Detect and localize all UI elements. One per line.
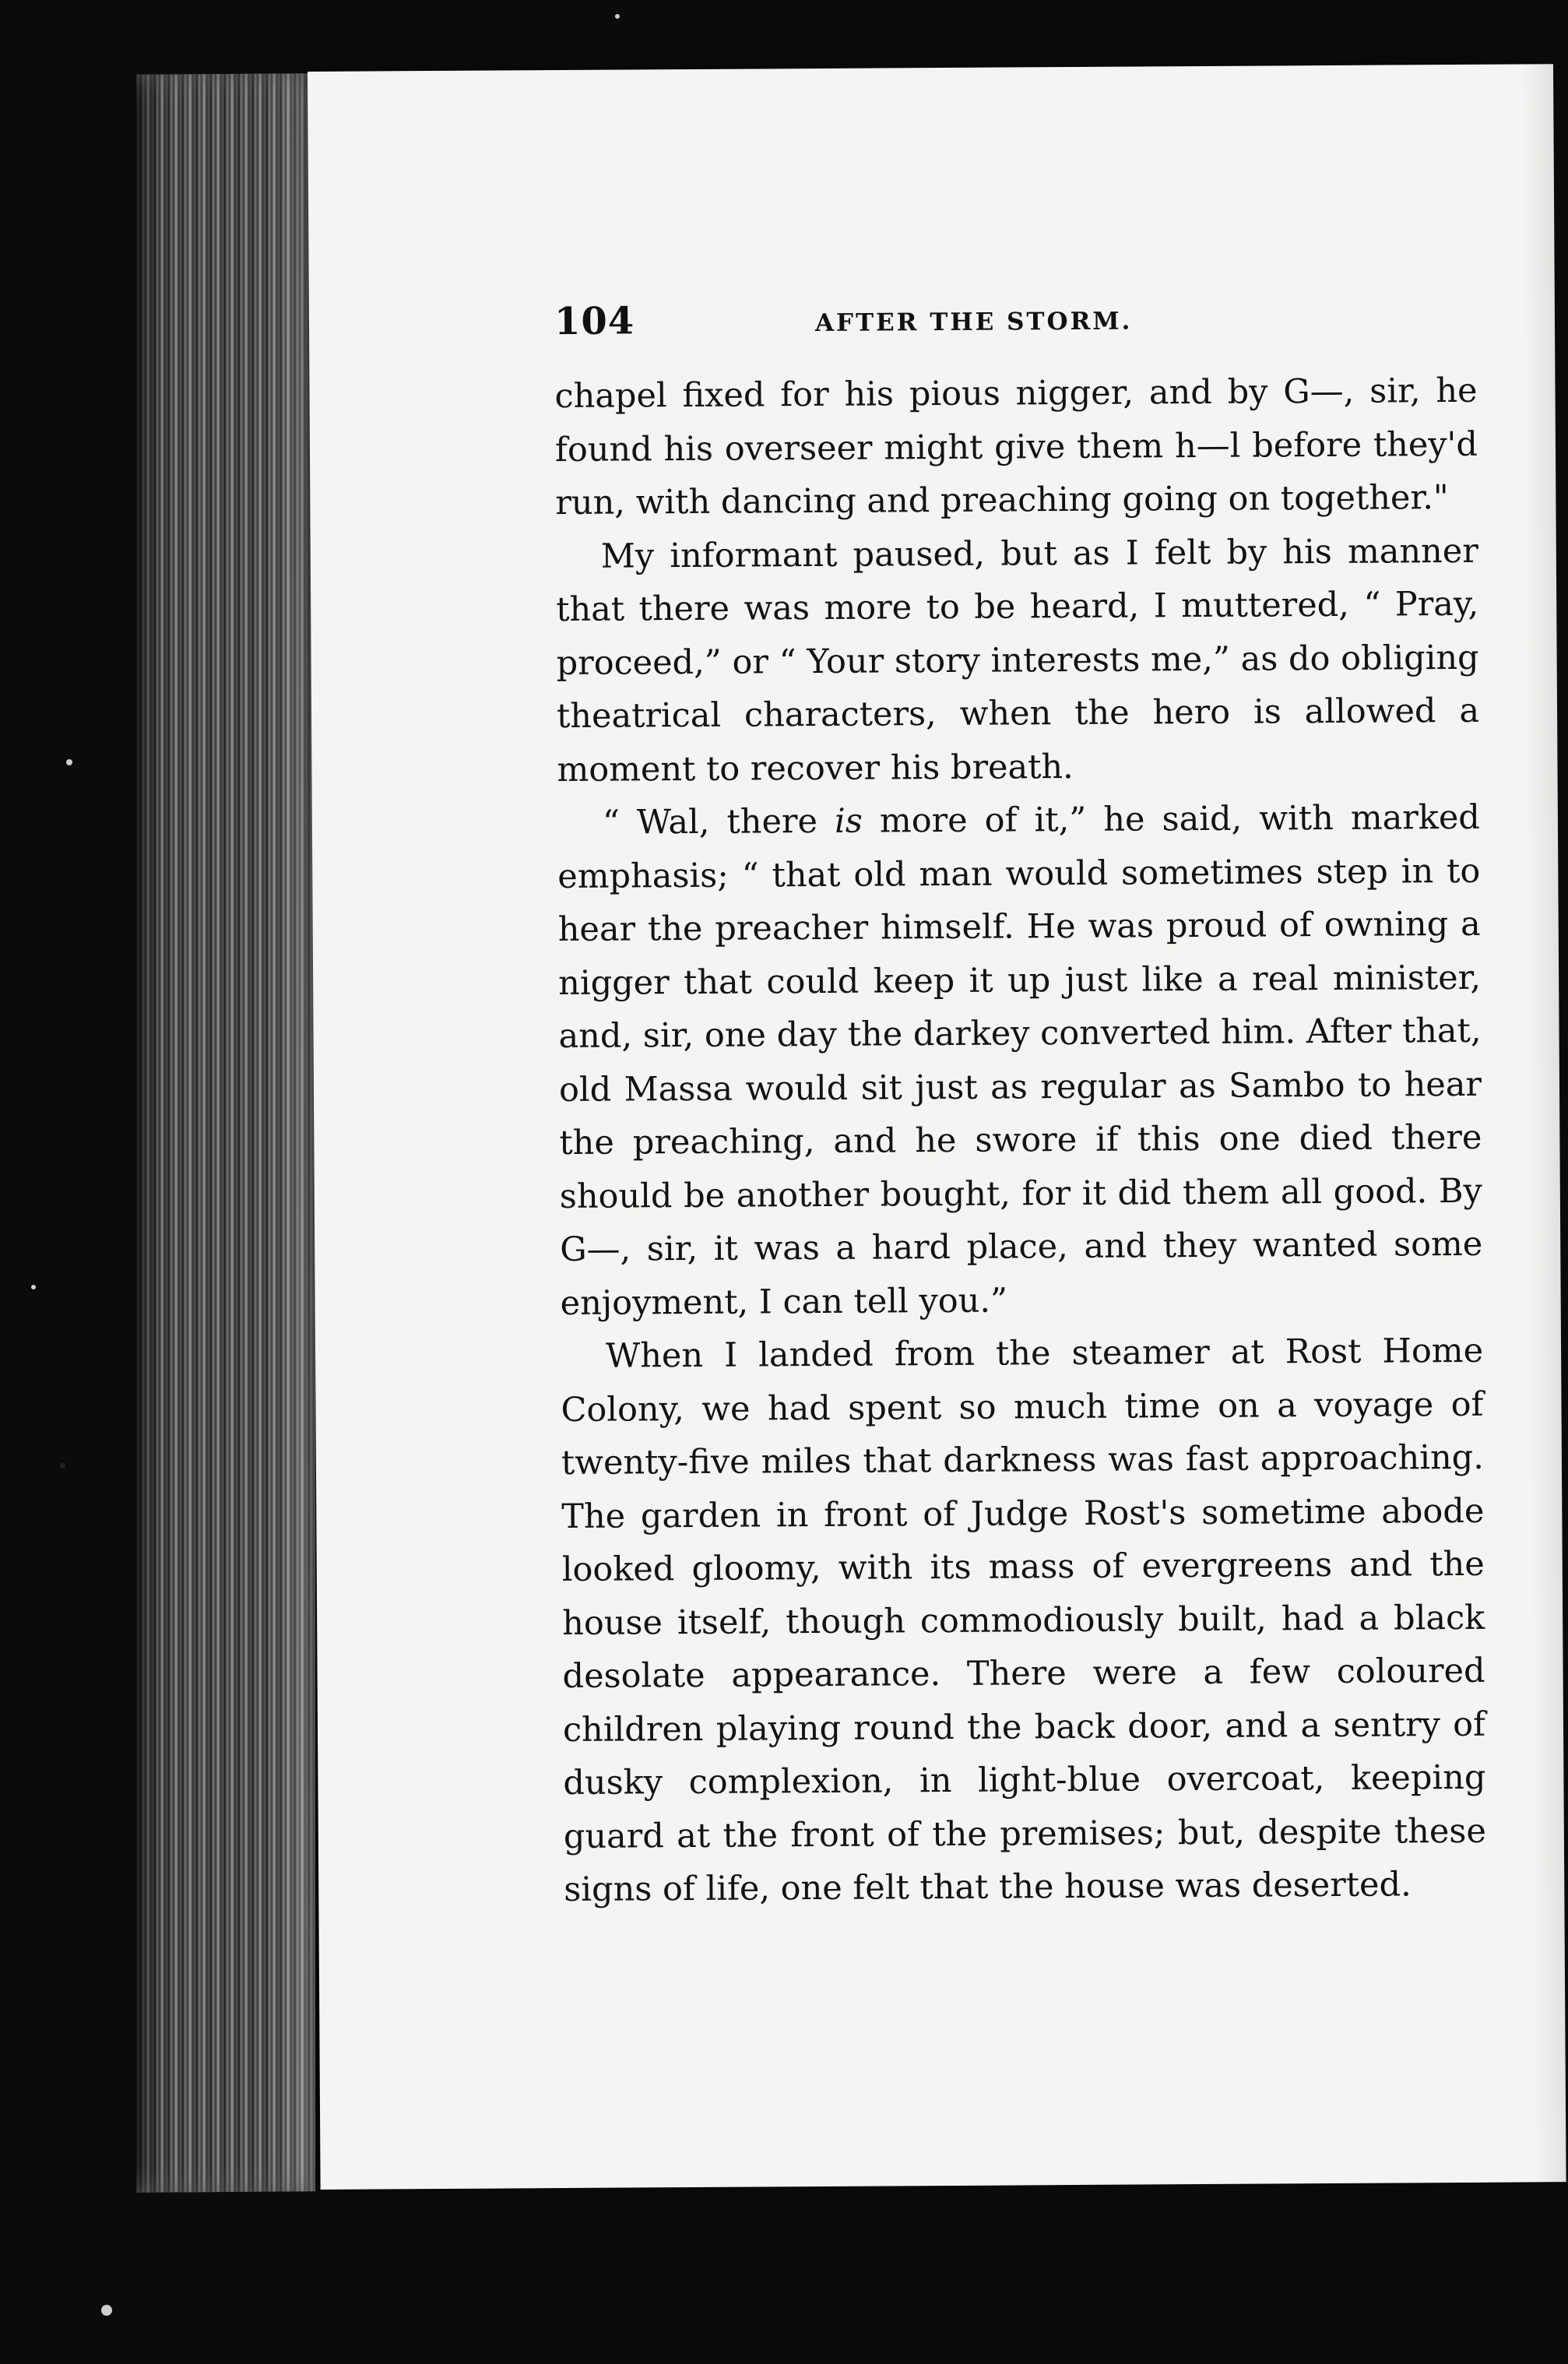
- paragraph-3-start: “ Wal, there: [602, 801, 835, 843]
- paragraph-2: My informant paused, but as I felt by his manner that there was more to be heard, I muttered, “ Pray, proceed,” or “ Your story interests me,” as do obliging theatrical characters, when the hero is allowed a moment to recover his breath.: [556, 531, 1480, 790]
- dust-speck: [615, 14, 620, 19]
- running-head: AFTER THE STORM.: [814, 307, 1133, 338]
- book-page-edges: [136, 73, 315, 2193]
- paragraph-3-emphasis: is: [834, 801, 863, 841]
- paragraph-1: chapel fixed for his pious nigger, and by G—, sir, he found his overseer might give them h—l before they'd run, with dancing and preaching going on together.": [554, 371, 1478, 523]
- paragraph-4: When I landed from the steamer at Rost Home Colony, we had spent so much time on a voyage of twenty-five miles that darkness was fast approaching. The garden in front of Judge Rost's sometime abode looked gloomy, with its mass of evergreens and the house itself, though commodiously built, had a black desolate appearance. There were a few coloured children playing round the back door, and a sentry of dusky complexion, in light-blue overcoat, keeping guard at the front of the premises; but, despite these signs of life, one felt that the house was deserted.: [561, 1331, 1486, 1910]
- dust-speck: [101, 2305, 112, 2316]
- paragraph-3: [557, 791, 1483, 1330]
- paragraph-3-rest: more of it,” he said, with marked emphasis; “ that old man would sometimes step in to hear the preacher himself. He was proud of owning a nigger that could keep it up just like a real minister, and, sir, one day the darkey converted him. After that, old Massa would sit just as regular as Sambo to hear the preaching, and he swore if this one died there should be another bought, for it did them all good. By G—, sir, it was a hard place, and they wanted some enjoyment, I can tell you.”: [557, 797, 1483, 1323]
- body-text: [554, 364, 1486, 1917]
- book-page: [308, 64, 1566, 2190]
- page-header: [554, 294, 1457, 354]
- page-number: 104: [554, 299, 635, 344]
- dust-speck: [31, 1285, 36, 1289]
- dust-speck: [66, 759, 72, 765]
